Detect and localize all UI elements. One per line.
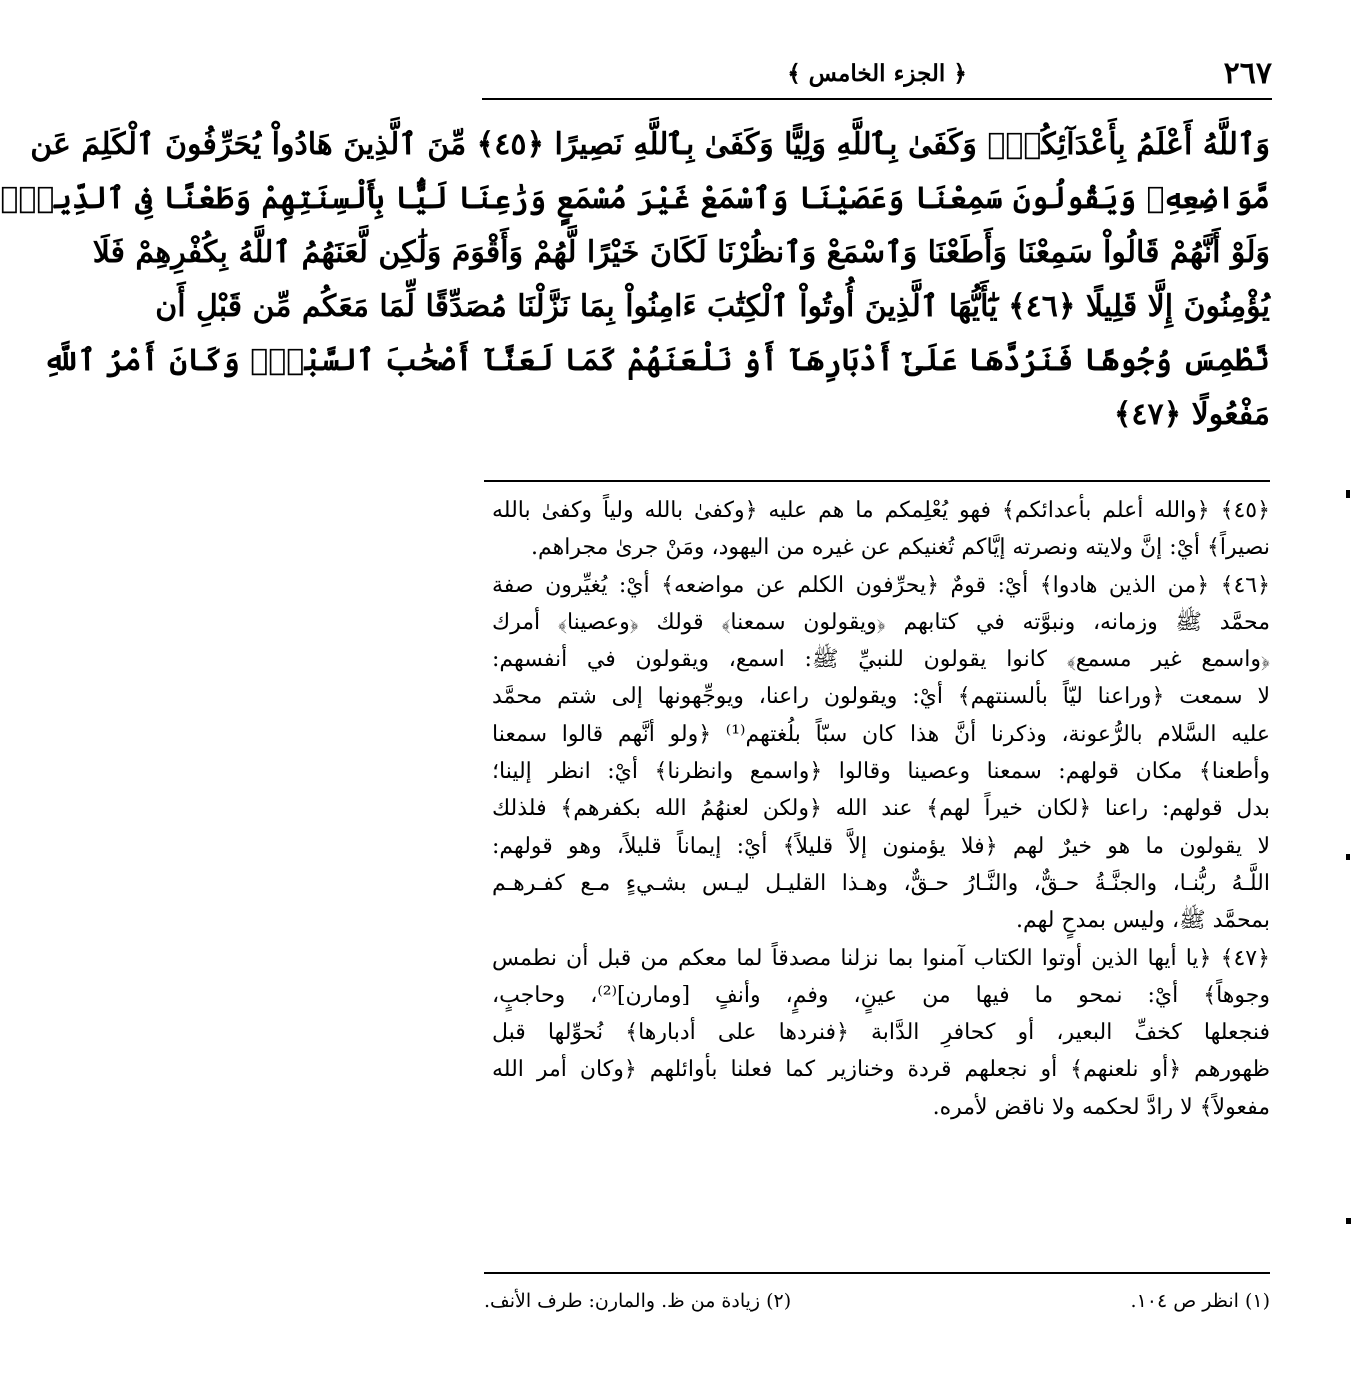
commentary-line: ﴿٤٥﴾ ﴿والله أعلم بأعدائكم﴾ فهو يُعْلِمكم ما هم عليه ﴿وكفىٰ بالله ولياً وكفىٰ بالله	[492, 498, 1270, 523]
page-header	[482, 56, 1272, 96]
verse-line: يُؤْمِنُونَ إِلَّا قَلِيلًا ﴿٤٦﴾ يَٰٓأَيُّهَا ٱلَّذِينَ أُوتُواْ ٱلْكِتَٰبَ ءَامِنُواْ بِمَا نَزَّلْنَا مُصَدِّقًا لِّمَا مَعَكُم مِّن قَبْلِ أَن	[155, 289, 1270, 324]
scan-mark	[1346, 490, 1350, 498]
commentary-line: عليه السَّلام بالرُّعونة، وذكرنا أنَّ هذا كان سبّاً بلُغتهم⁽¹⁾ ﴿ولو أنَّهم قالوا سمعنا	[492, 721, 1271, 747]
commentary-line: نصيراً﴾ أيْ: إنَّ ولايته ونصرته إيَّاكم تُغنيكم عن غيره من اليهود، ومَنْ جرىٰ مجراهم.	[530, 535, 1270, 561]
running-title: ﴿ الجزء الخامس ﴾	[787, 60, 967, 87]
verse-line: وَلَوْ أَنَّهُمْ قَالُواْ سَمِعْنَا وَأَطَعْنَا وَٱسْمَعْ وَٱنظُرْنَا لَكَانَ خَيْرًا لَّهُمْ وَأَقْوَمَ وَلَٰكِن لَّعَنَهُمُ ٱللَّهُ بِكُفْرِهِمْ فَلَا	[92, 235, 1270, 270]
scan-mark	[1346, 854, 1350, 860]
verses-divider	[484, 480, 1270, 482]
commentary-line: لا يقولون ما هو خيرٌ لهم ﴿فلا يؤمنون إلاَّ قليلاً﴾ أيْ: إيماناً قليلاً، وهو قولهم:	[492, 833, 1270, 859]
verse-line: نَّطْمِسَ وُجُوهًا فَنَرُدَّهَا عَلَىٰٓ أَدْبَارِهَآ أَوْ نَلْعَنَهُمْ كَمَا لَعَنَّآ أَصْحَٰبَ ٱلسَّبْتِۚ وَكَانَ أَمْرُ ٱللَّهِ	[43, 343, 1270, 378]
commentary-line: ظهورهم ﴿أو نلعنهم﴾ أو نجعلهم قردة وخنازير كما فعلنا بأوائلهم ﴿وكان أمر الله	[492, 1057, 1270, 1083]
commentary-line: اللَّـهُ ربُّنـا، والجنَّـةُ حـقٌّ، والنَّـارُ حـقٌّ، وهـذا القليـل ليـس بشـيءٍ مـع كفـرهـم	[492, 870, 1270, 896]
commentary-line: ﴿٤٦﴾ ﴿من الذين هادوا﴾ أيْ: قومٌ ﴿يحرِّفون الكلم عن مواضعه﴾ أيْ: يُغيِّرون صفة	[492, 572, 1270, 598]
commentary-text	[492, 492, 1270, 1126]
page-number: ٢٦٧	[1223, 56, 1272, 91]
verse-line: مَفْعُولًا ﴿٤٧﴾	[1113, 397, 1270, 432]
commentary-line: ﴿واسمع غير مسمع﴾ كانوا يقولون للنبيِّ ﷺ: اسمع، ويقولون في أنفسهم:	[492, 647, 1270, 673]
commentary-line: بدل قولهم: راعنا ﴿لكان خيراً لهم﴾ عند الله ﴿ولكن لعنهُمُ الله بكفرهم﴾ فلذلك	[492, 796, 1270, 822]
quran-verses	[0, 118, 1270, 442]
commentary-line: ﴿٤٧﴾ ﴿يا أيها الذين أوتوا الكتاب آمنوا بما نزلنا مصدقاً لما معكم من قبل أن نطمس	[492, 945, 1270, 971]
header-divider	[482, 98, 1272, 100]
commentary-line: محمَّد ﷺ وزمانه، ونبوَّته في كتابهم ﴿ويقولون سمعنا﴾ قولك ﴿وعصينا﴾ أمرك	[492, 609, 1270, 635]
commentary-line: وأطعنا﴾ مكان قولهم: سمعنا وعصينا وقالوا ﴿واسمع وانظرنا﴾ أيْ: انظر إلينا؛	[492, 759, 1270, 785]
footnote-divider	[484, 1272, 1270, 1274]
commentary-line: فنجعلها كخفِّ البعير، أو كحافرِ الدَّابة ﴿فنردها على أدبارها﴾ نُحوِّلها قبل	[492, 1020, 1270, 1046]
commentary-line: بمحمَّد ﷺ، وليس بمدحٍ لهم.	[1015, 908, 1270, 934]
footnote-2: (٢) زيادة من ظ. والمارن: طرف الأنف.	[484, 1290, 792, 1312]
footnote-1: (١) انظر ص ١٠٤.	[1130, 1290, 1270, 1312]
commentary-line: مفعولاً﴾ لا رادَّ لحكمه ولا ناقض لأمره.	[932, 1094, 1270, 1120]
verse-line: مَّوَاضِعِهِۦ وَيَقُولُونَ سَمِعْنَا وَعَصَيْنَا وَٱسْمَعْ غَيْرَ مُسْمَعٍ وَرَٰعِنَا لَيًّۢا بِأَلْسِنَتِهِمْ وَطَعْنًا فِى ٱلدِّينِۚ	[0, 181, 1270, 216]
commentary-line: لا سمعت ﴿وراعنا ليّاً بألسنتهم﴾ أيْ: ويقولون راعنا، ويوجِّهونها إلى شتم محمَّد	[492, 684, 1270, 710]
verse-line: وَٱللَّهُ أَعْلَمُ بِأَعْدَآئِكُمْۚ وَكَفَىٰ بِٱللَّهِ وَلِيًّا وَكَفَىٰ بِٱللَّهِ نَصِيرًا ﴿٤٥﴾ مِّنَ ٱلَّذِينَ هَادُواْ يُحَرِّفُونَ ٱلْكَلِمَ عَن	[30, 127, 1270, 162]
commentary-line: وجوهاً﴾ أيْ: نمحو ما فيها من عينٍ، وفمٍ، وأنفٍ [ومارن]⁽²⁾، وحاجبٍ،	[492, 982, 1271, 1008]
scan-mark	[1346, 1218, 1351, 1224]
